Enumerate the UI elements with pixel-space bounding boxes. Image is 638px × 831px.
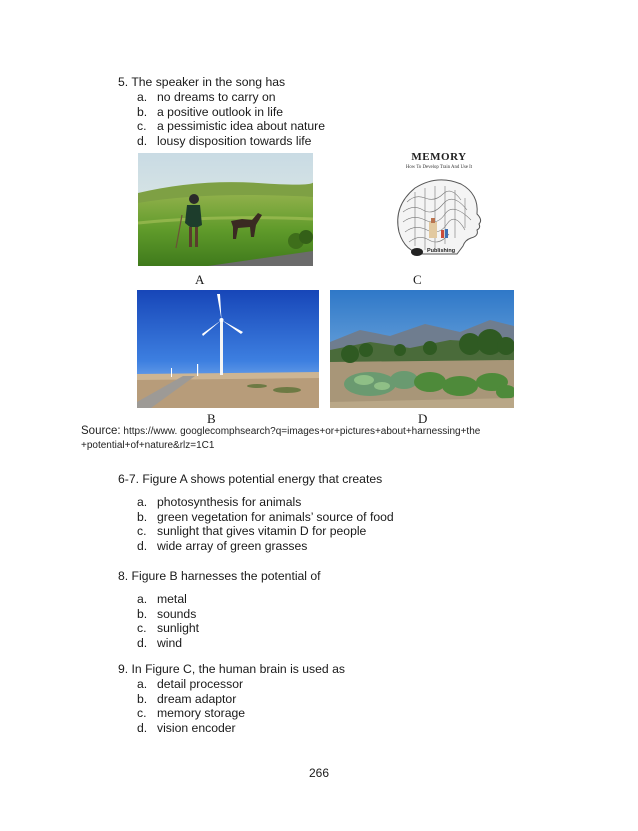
option-item: a. metal [137,592,187,606]
option-item: d. vision encoder [137,720,236,735]
option-item: a. detail processor [137,677,244,691]
question-6-7-stem: 6-7. Figure A shows potential energy that creates [118,472,383,486]
figure-d-image [330,290,514,408]
question-9-options [137,677,245,735]
option-item: a. photosynthesis for animals [137,495,302,509]
option-item: d. wide array of green grasses [137,538,308,553]
source-url-line1: https://www. googlecomphsearch?q=images+or+pictures+about+harnessing+the [123,426,481,437]
figure-c-image [385,148,493,260]
option-item: c. sunlight [137,621,200,635]
question-8-options [137,592,199,650]
question-6-7-options [137,495,394,553]
option-item: c. memory storage [137,706,246,720]
option-item: b. sounds [137,606,197,621]
option-item: c. sunlight that gives vitamin D for people [137,524,367,538]
option-item: d. wind [137,635,183,650]
figure-d-caption: D [418,411,428,426]
figure-a-caption: A [195,272,205,287]
memory-book-publisher: Publishing [427,248,456,254]
option-item: b. dream adaptor [137,691,237,706]
source-url-line2: +potential+of+nature&rlz=1C1 [81,440,215,451]
option-item: b. a positive outlook in life [137,104,284,119]
option-item: b. green vegetation for animals’ source of food [137,509,394,524]
option-item: a. no dreams to carry on [137,90,276,104]
image-source [81,424,601,453]
memory-book-subtitle: How To Develop Train And Use It [405,165,473,170]
page-number: 266 [308,766,330,780]
option-item: c. a pessimistic idea about nature [137,119,326,133]
figure-b-caption: B [207,411,216,426]
question-8-stem: 8. Figure B harnesses the potential of [118,569,321,583]
source-label: Source: [81,425,121,437]
figure-a-image [138,153,313,266]
option-item: d. lousy disposition towards life [137,133,312,148]
figure-c-caption: C [413,272,422,287]
memory-book-title: MEMORY [411,151,467,163]
question-5-options [137,90,325,148]
figure-b-image [137,290,319,408]
question-5-stem: 5. The speaker in the song has [118,75,286,89]
question-9-stem: 9. In Figure C, the human brain is used as [118,662,345,676]
